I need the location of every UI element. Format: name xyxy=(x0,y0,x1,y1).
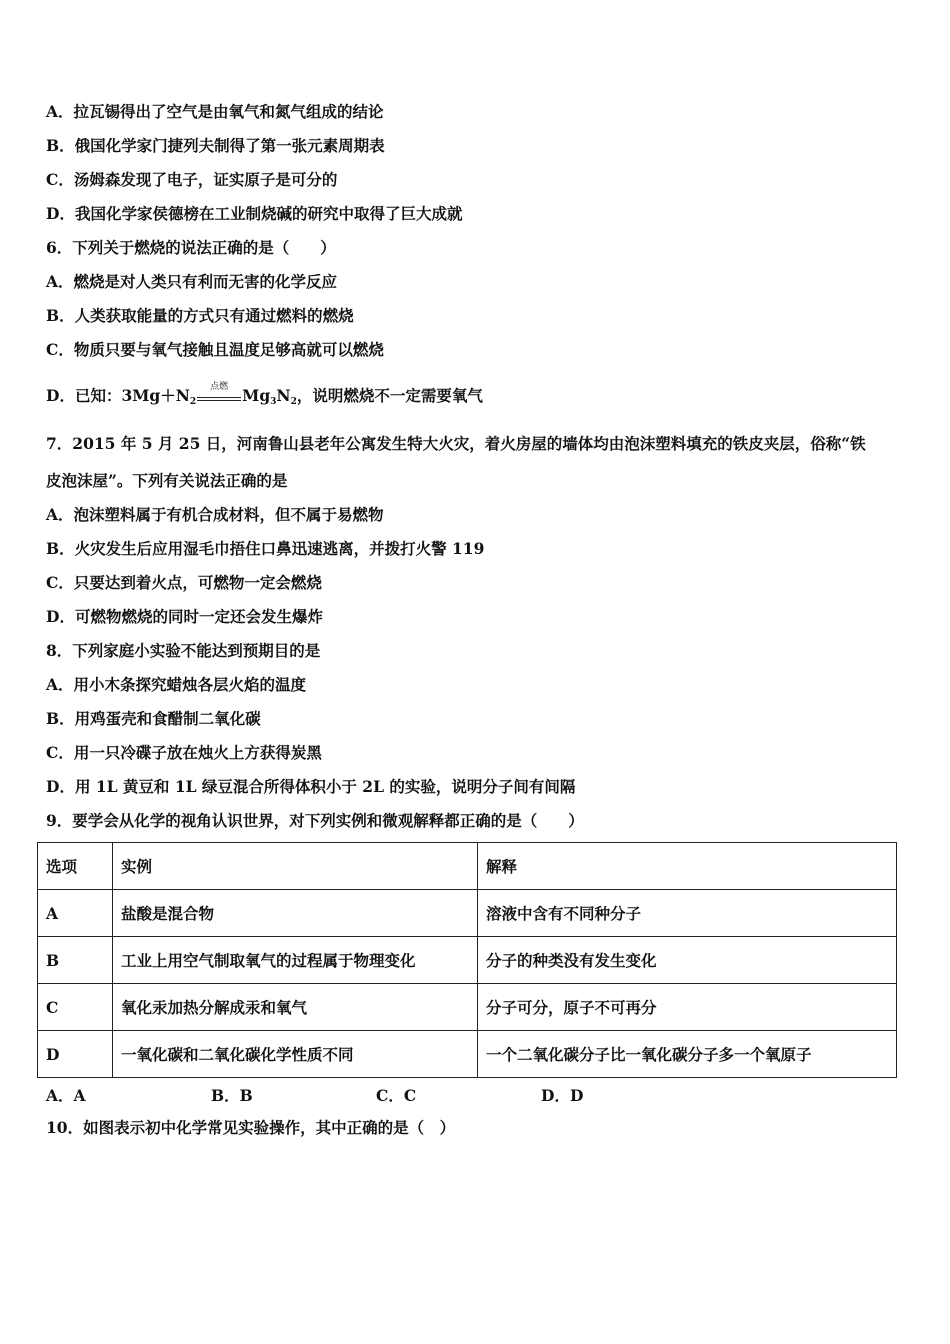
table-row xyxy=(38,984,897,1031)
table-cell: 溶液中含有不同种分子 xyxy=(478,890,897,937)
q9-answer-d: D．D xyxy=(541,1086,584,1105)
q6-option-d-prefix: D．已知：3Mg＋N xyxy=(46,386,190,405)
q6-option-d-n-subscript: 2 xyxy=(189,397,197,407)
table-cell: 盐酸是混合物 xyxy=(113,890,478,937)
q8-option-c: C．用一只冷碟子放在烛火上方获得炭黑 xyxy=(46,743,322,762)
q6-option-a: A．燃烧是对人类只有利而无害的化学反应 xyxy=(46,272,338,291)
q6-option-d xyxy=(46,382,483,412)
q8-option-a: A．用小木条探究蜡烛各层火焰的温度 xyxy=(46,675,307,694)
table-header-cell: 选项 xyxy=(38,843,113,890)
table-cell: B xyxy=(38,937,113,984)
table-cell: 分子可分，原子不可再分 xyxy=(478,984,897,1031)
q6-option-d-suffix: ，说明燃烧不一定需要氧气 xyxy=(296,386,483,405)
q5-option-c: C．汤姆森发现了电子，证实原子是可分的 xyxy=(46,170,338,189)
table-cell: C xyxy=(38,984,113,1031)
table-cell: 一个二氧化碳分子比一氧化碳分子多一个氧原子 xyxy=(478,1031,897,1078)
table-cell: 氧化汞加热分解成汞和氧气 xyxy=(113,984,478,1031)
table-row xyxy=(38,937,897,984)
q6-option-c: C．物质只要与氧气接触且温度足够高就可以燃烧 xyxy=(46,340,384,359)
q7-option-a: A．泡沫塑料属于有机合成材料，但不属于易燃物 xyxy=(46,505,384,524)
table-row xyxy=(38,890,897,937)
q8-option-b: B．用鸡蛋壳和食醋制二氧化碳 xyxy=(46,709,261,728)
q6-stem: 6．下列关于燃烧的说法正确的是（ ） xyxy=(46,238,336,257)
q6-option-b: B．人类获取能量的方式只有通过燃料的燃烧 xyxy=(46,306,354,325)
q9-table xyxy=(37,842,897,1078)
table-cell: A xyxy=(38,890,113,937)
q7-option-b: B．火灾发生后应用湿毛巾捂住口鼻迅速逃离，并拨打火警 119 xyxy=(46,539,485,558)
q6-option-d-product-subscript-1: 3 xyxy=(270,397,277,407)
equals-bar-bottom xyxy=(197,400,241,401)
q6-option-d-product-mid: N xyxy=(276,386,291,405)
table-header-cell: 解释 xyxy=(478,843,897,890)
table-cell: 一氧化碳和二氧化碳化学性质不同 xyxy=(113,1031,478,1078)
reaction-condition xyxy=(197,382,241,407)
q5-option-b: B．俄国化学家门捷列夫制得了第一张元素周期表 xyxy=(46,136,385,155)
q9-answer-a: A．A xyxy=(46,1086,86,1105)
table-header-row xyxy=(38,843,897,890)
table-cell: D xyxy=(38,1031,113,1078)
q7-option-c: C．只要达到着火点，可燃物一定会燃烧 xyxy=(46,573,322,592)
table-header-cell: 实例 xyxy=(113,843,478,890)
q9-answer-b: B．B xyxy=(211,1086,253,1105)
q7-stem-line-2: 皮泡沫屋”。下列有关说法正确的是 xyxy=(46,471,288,490)
q7-stem-line-1: 7．2015 年 5 月 25 日，河南鲁山县老年公寓发生特大火灾，着火房屋的墙体均由泡沫塑料填充的铁皮夹层，俗称“铁 xyxy=(46,434,866,453)
table-cell: 分子的种类没有发生变化 xyxy=(478,937,897,984)
table-row xyxy=(38,1031,897,1078)
q8-stem: 8．下列家庭小实验不能达到预期目的是 xyxy=(46,641,321,660)
q6-option-d-product-subscript-2: 2 xyxy=(290,397,297,407)
q6-option-d-product: Mg xyxy=(242,386,271,405)
q5-option-a: A．拉瓦锡得出了空气是由氧气和氮气组成的结论 xyxy=(46,102,384,121)
table-cell: 工业上用空气制取氧气的过程属于物理变化 xyxy=(113,937,478,984)
q5-option-d: D．我国化学家侯德榜在工业制烧碱的研究中取得了巨大成就 xyxy=(46,204,463,223)
q7-option-d: D．可燃物燃烧的同时一定还会发生爆炸 xyxy=(46,607,323,626)
q8-option-d: D．用 1L 黄豆和 1L 绿豆混合所得体积小于 2L 的实验，说明分子间有间隔 xyxy=(46,777,576,796)
reaction-condition-label: 点燃 xyxy=(210,382,229,392)
q9-answer-c: C．C xyxy=(376,1086,417,1105)
equals-bar-top xyxy=(197,397,241,398)
q9-stem: 9．要学会从化学的视角认识世界，对下列实例和微观解释都正确的是（ ） xyxy=(46,811,584,830)
q10-stem: 10．如图表示初中化学常见实验操作，其中正确的是（ ） xyxy=(46,1118,456,1137)
